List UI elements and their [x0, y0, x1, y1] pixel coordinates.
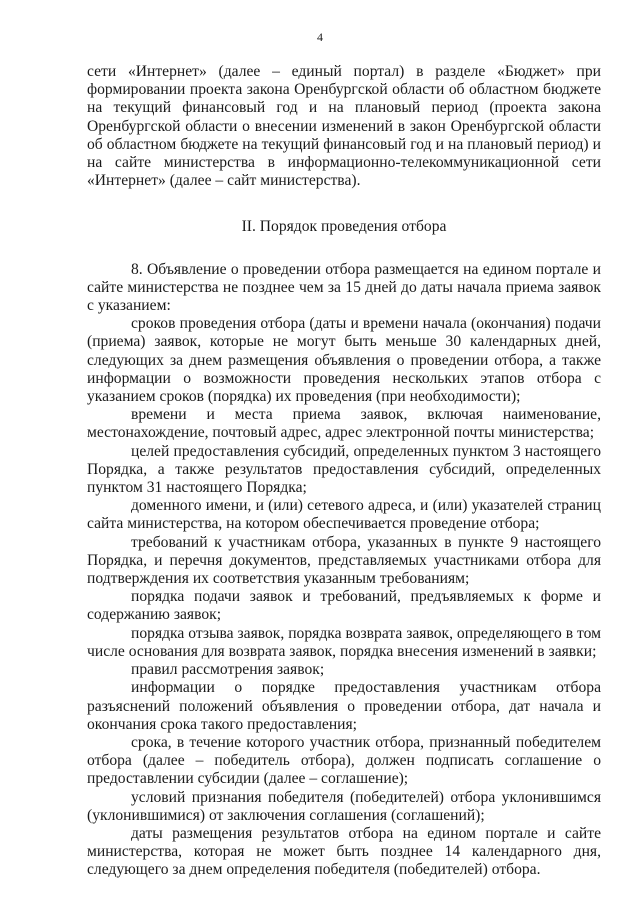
paragraph-review-rules: правил рассмотрения заявок;: [131, 661, 325, 679]
paragraph-signing-deadline: срока, в течение которого участник отбора, признанный победителем отбора (далее – победитель отбора), должен подписать соглашение о предоставлении субсидии (далее – соглашение);: [87, 733, 601, 788]
paragraph-submission: порядка подачи заявок и требований, предъявляемых к форме и содержанию заявок;: [87, 588, 601, 624]
paragraph-item-8: 8. Объявление о проведении отбора размещается на едином портале и сайте министерства не позднее чем за 15 дней до даты начала приема заявок с указанием:: [87, 260, 601, 315]
paragraph-withdrawal: порядка отзыва заявок, порядка возврата заявок, определяющего в том числе основания для возврата заявок, порядка внесения изменений в заявки;: [87, 624, 601, 660]
paragraph-results-date: даты размещения результатов отбора на едином портале и сайте министерства, которая не может быть позднее 14 календарного дня, следующего за днем определения победителя (победителей) отбора.: [87, 824, 601, 879]
paragraph-deadlines: сроков проведения отбора (даты и времени начала (окончания) подачи (приема) заявок, которые не могут быть меньше 30 календарных дней, следующих за днем размещения объявления о проведении отбора, а также информации о возможности проведения нескольких этапов отбора с указанием сроков (порядка) их проведения (при необходимости);: [87, 315, 601, 406]
paragraph-time-place: времени и места приема заявок, включая наименование, местонахождение, почтовый адрес, адрес электронной почты министерства;: [87, 406, 601, 442]
intro-paragraph: сети «Интернет» (далее – единый портал) в разделе «Бюджет» при формировании проекта закона Оренбургской области об областном бюджете на текущий финансовый год и на плановый период (проекта закона Оренбургской области о внесении изменений в закон Оренбургской области об областном бюджете на текущий финансовый год и на плановый период) и на сайте министерства в информационно-телекоммуникационной сети «Интернет» (далее – сайт министерства).: [87, 63, 601, 190]
paragraph-requirements: требований к участникам отбора, указанных в пункте 9 настоящего Порядка, и перечня документов, представляемых участниками отбора для подтверждения их соответствия указанным требованиям;: [87, 533, 601, 588]
paragraph-clarifications: информации о порядке предоставления участникам отбора разъяснений положений объявления о проведении отбора, дат начала и окончания срока такого предоставления;: [87, 679, 601, 733]
paragraph-evasion: условий признания победителя (победителей) отбора уклонившимся (уклонившимися) от заключения соглашения (соглашений);: [87, 788, 601, 824]
page-number: 4: [317, 30, 323, 44]
section-title: II. Порядок проведения отбора: [241, 218, 447, 236]
paragraph-domain: доменного имени, и (или) сетевого адреса, и (или) указателей страниц сайта министерства, на котором обеспечивается проведение отбора;: [87, 497, 601, 533]
paragraph-goals: целей предоставления субсидий, определенных пунктом 3 настоящего Порядка, а также результатов предоставления субсидий, определенных пунктом 31 настоящего Порядка;: [87, 442, 601, 497]
document-body: [87, 63, 601, 880]
